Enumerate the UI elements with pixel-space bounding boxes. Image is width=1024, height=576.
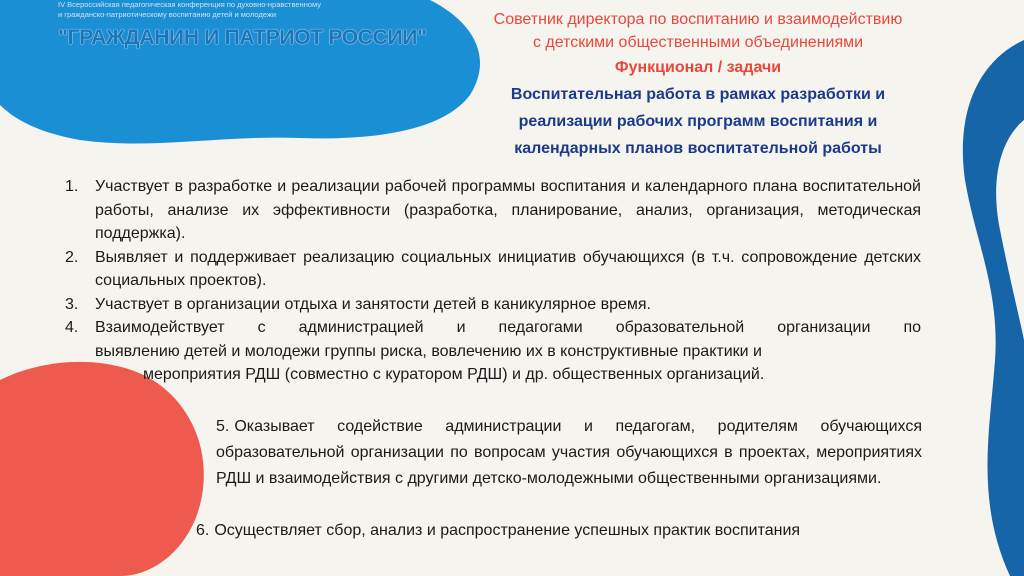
conference-line-2: и гражданско-патриотическому воспитанию детей и молодежи [58, 10, 277, 19]
title-line-2: с детскими общественными объединениями [532, 34, 864, 51]
title-block [452, 8, 944, 162]
item-text: Участвует в организации отдыха и занятости детей в каникулярное время. [95, 295, 651, 313]
list-item [196, 518, 936, 544]
blue-arc-right [963, 40, 1024, 576]
duties-list [65, 175, 921, 387]
item-text-line: Взаимодействует с администрацией и педагогами образовательной организации по [95, 319, 921, 336]
item-text: Оказывает содействие администрации и педагогам, родителям обучающихся образовательной организации по вопросам участия обучающихся в проектах, мероприятиях РДШ и взаимодействия с другими детско-молодежными общественными организациями. [216, 418, 922, 487]
red-circle-bottom-left [0, 362, 204, 576]
list-item [65, 246, 921, 293]
title-line-1: Советник директора по воспитанию и взаимодействию [493, 11, 903, 28]
item-text: Осуществляет сбор, анализ и распространение успешных практик воспитания [214, 522, 801, 539]
conference-line-1: IV Всероссийская педагогическая конференция по духовно-нравственному [58, 0, 321, 9]
item-text: Участвует в разработке и реализации рабочей программы воспитания и календарного плана воспитательной работы, анализе их эффективности (разработка, планирование, анализ, организация, методическая поддержка). [95, 178, 921, 242]
list-item [65, 316, 921, 387]
list-item [65, 293, 921, 317]
item-number: 1. [65, 178, 79, 195]
item-text-line: выявлению детей и молодежи группы риска, вовлечению их в конструктивные практики и [95, 342, 762, 360]
conference-logo [58, 0, 458, 50]
item-number: 5. [216, 418, 230, 435]
item-number: 3. [65, 295, 79, 313]
item-number: 2. [65, 248, 79, 266]
subtitle-line-1: Воспитательная работа в рамках разработки и [510, 86, 886, 103]
item-text-line: мероприятия РДШ (совместно с куратором РДШ) и др. общественных организаций. [143, 366, 765, 383]
section-heading: Функционал / задачи [614, 59, 782, 76]
list-item [65, 175, 921, 246]
subtitle-line-3: календарных планов воспитательной работы [514, 140, 882, 157]
item-number: 6. [196, 522, 210, 539]
list-item [216, 414, 922, 492]
item-number: 4. [65, 319, 79, 336]
subtitle-line-2: реализации рабочих программ воспитания и [518, 113, 878, 130]
item-text: Выявляет и поддерживает реализацию социальных инициатив обучающихся (в т.ч. сопровождение детских социальных проектов). [95, 248, 921, 289]
brand-title: "ГРАЖДАНИН И ПАТРИОТ РОССИИ" [58, 26, 427, 49]
